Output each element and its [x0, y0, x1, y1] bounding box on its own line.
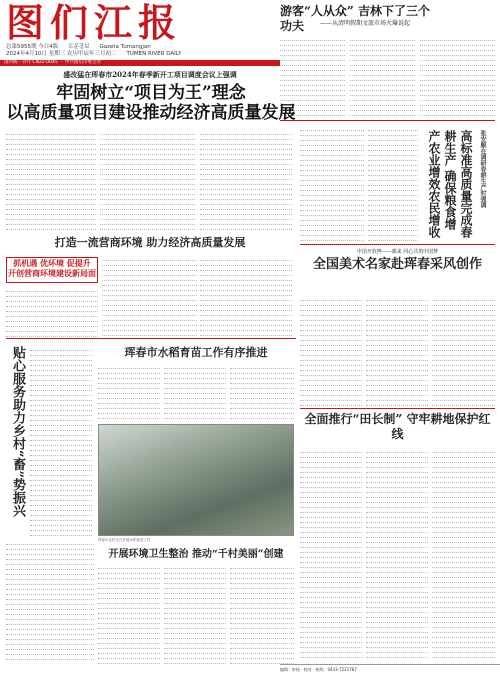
lead-headline-line1: 牢固树立“项目为王”理念: [56, 83, 246, 103]
text-line: [366, 653, 428, 658]
text-line: [60, 531, 92, 536]
text-line: [102, 331, 197, 336]
right-low-headline: 全面推行“田长制” 守牢耕地保护红线: [304, 412, 491, 441]
boxed-line2: 开创营商环境建设新局面: [8, 268, 96, 278]
bottom-body-col2: [164, 564, 226, 664]
right-vertical-kicker: 张安顺在调研春耕生产时强调: [479, 130, 486, 208]
vertical-left-body-c: [6, 540, 94, 660]
page-footer: 编辑 · 审校 · 校对 · 热线：0433-7221787: [280, 664, 500, 674]
text-line: [432, 653, 495, 658]
right-low-body-col3: [432, 448, 495, 658]
text-line: [30, 531, 58, 536]
text-line: [420, 111, 495, 116]
topright-body-col3: [420, 36, 495, 120]
cn-number: 国内统一刊号 CN22-0045: [4, 60, 58, 65]
lead-headline-line2: 以高质量项目建设推动经济高质量发展: [6, 103, 296, 123]
issue-date: 2024年4月10日 星期三 农历甲辰年三月初二: [6, 51, 117, 57]
news-photo: [98, 424, 294, 536]
third-body-col3: [230, 364, 294, 422]
lead-headline: [6, 83, 296, 123]
right-mid-headline: 全国美术名家赴珲春采风创作: [312, 257, 482, 272]
text-line: [230, 414, 294, 419]
text-line: [350, 111, 415, 116]
text-line: [432, 401, 495, 406]
divider: [280, 120, 495, 121]
text-line: [6, 225, 96, 230]
masthead-title: 图们江报: [6, 0, 183, 45]
topright-subtitle: ——从清明假期文旅市场火爆说起: [320, 20, 411, 27]
korean-name: 도문강보: [68, 44, 90, 50]
topright-body-col2: [350, 36, 415, 120]
second-body-col2: [102, 256, 197, 336]
latin-name: Gazeta Tumangjan: [99, 44, 151, 50]
boxed-line1: 抓机遇 优环境 促提升: [13, 258, 91, 268]
masthead-info: [6, 44, 266, 58]
second-body-col1: [6, 287, 98, 337]
text-line: [6, 655, 94, 660]
issue-label: 总第5955期 今日4版: [6, 44, 59, 50]
second-headline: 打造一流营商环境 助力经济高质量发展: [54, 236, 246, 249]
third-headline: 珲春市水稻育苗工作有序推进: [124, 346, 268, 359]
text-line: [300, 401, 362, 406]
host-label: 中共图们市委主办: [64, 60, 101, 65]
right-body-col1: [300, 126, 364, 242]
second-boxed-slogan: [6, 257, 98, 283]
bottom-headline: 开展环境卫生整治 推动“千村美丽”创建: [108, 549, 284, 560]
text-line: [6, 332, 98, 337]
divider: [300, 244, 495, 245]
lead-body-col3: [200, 130, 292, 230]
right-mid-body-col2: [366, 296, 428, 406]
vertical-left-body-a: [30, 346, 58, 536]
text-line: [100, 225, 195, 230]
second-body-col3: [200, 256, 292, 336]
lead-body-col2: [100, 130, 195, 230]
right-body-col2: [368, 126, 418, 242]
pinyin-name: TUMEN RIVER DAILY: [126, 51, 182, 57]
divider: [300, 408, 495, 409]
photo-caption: 珲春市农民正在开展水稻育苗工作: [98, 538, 151, 542]
text-line: [368, 236, 418, 241]
third-body-col1: [98, 364, 160, 422]
text-line: [300, 236, 364, 241]
lead-kicker: 盛改猛在珲春市2024年春季新开工项目调度会议上强调: [63, 70, 237, 79]
vertical-left-headline: 贴心服务助力乡村“畜”势振兴: [10, 346, 25, 517]
bottom-body-col1: [98, 564, 160, 664]
right-mid-kicker: 中国开放博——都来 同心共筑中国梦: [356, 249, 439, 255]
info-bar: 国内统一刊号 CN22-0045 · 中共图们市委主办: [0, 60, 280, 66]
text-line: [200, 225, 292, 230]
text-line: [366, 401, 428, 406]
text-line: [164, 414, 226, 419]
right-low-body-col2: [366, 448, 428, 658]
right-mid-body-col1: [300, 296, 362, 406]
text-line: [200, 331, 292, 336]
bottom-body-col3: [230, 564, 294, 664]
topright-headline: 游客“人从众” 吉林下了三个功夫: [280, 4, 430, 33]
text-line: [98, 414, 160, 419]
text-line: [164, 659, 226, 664]
text-line: [300, 653, 362, 658]
right-vertical-headline: 高标准高质量完成春耕生产 确保粮食增产农业增效农民增收: [427, 130, 473, 238]
right-low-body-col1: [300, 448, 362, 658]
vertical-left-body-b: [60, 346, 92, 536]
right-mid-body-col3: [432, 296, 495, 406]
third-body-col2: [164, 364, 226, 422]
divider: [6, 338, 296, 339]
lead-body-col1: [6, 130, 96, 230]
text-line: [98, 659, 160, 664]
